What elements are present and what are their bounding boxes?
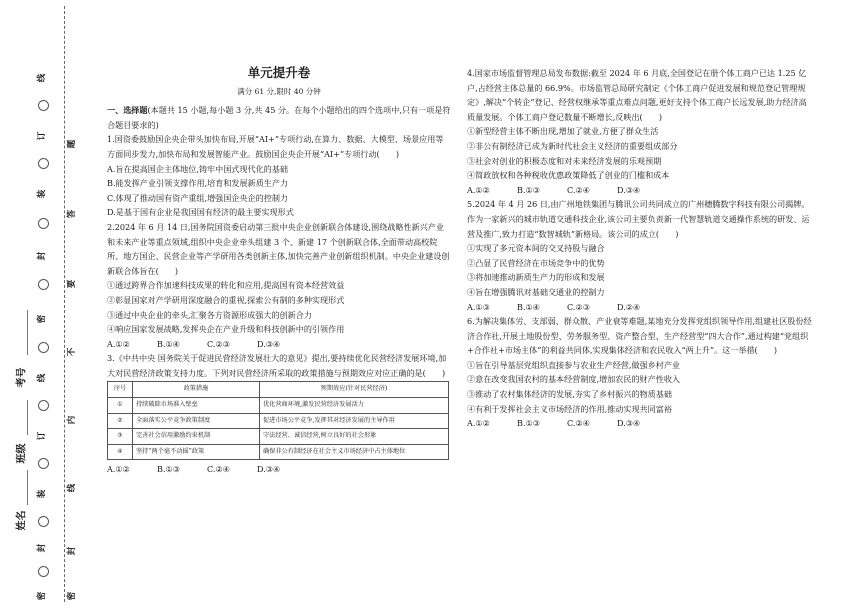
table-header: 预期效应(针对民营经济) <box>260 382 449 398</box>
no-answer-char: 内 <box>67 415 77 425</box>
section-header <box>107 103 451 132</box>
binding-margin <box>0 0 95 608</box>
no-answer-char: 答 <box>67 209 77 219</box>
table-cell: 守法经营、诚信经营,树立良好的社会形象 <box>260 429 449 445</box>
binding-hole-marker <box>38 218 49 229</box>
choice: B.①③ <box>157 464 181 475</box>
seal-char: 线 <box>37 373 47 383</box>
binding-dashed-line <box>64 6 65 602</box>
question-1-option: C.体现了推动国有资产重组,增强国企央企的控制力 <box>107 192 289 203</box>
score-time-info: 满分 61 分,限时 40 分钟 <box>237 86 321 96</box>
binding-hole-marker <box>38 458 49 469</box>
question-4-choices <box>467 183 813 198</box>
table-cell: ④ <box>108 444 133 460</box>
choice: C.②③ <box>207 338 230 349</box>
no-answer-char: 密 <box>67 591 77 601</box>
question-6-choices <box>467 416 813 431</box>
no-answer-char: 封 <box>67 546 77 556</box>
choice: B.①④ <box>517 301 541 312</box>
section-intro: (本题共 15 小题,每小题 3 分,共 45 分。在每个小题给出的四个选项中,只有一项是符合题目要求的) <box>107 105 451 130</box>
table-header: 政策措施 <box>133 382 260 398</box>
choice: D.③④ <box>257 464 281 475</box>
table-header: 序号 <box>108 382 133 398</box>
seal-char: 线 <box>37 73 47 83</box>
class-underline <box>27 400 28 435</box>
choice: C.②③ <box>567 301 590 312</box>
question-6-stem: 6.为解决集体労、支部弱、群众散、产业衰等难题,某地充分发挥党组织领导作用,组建社区股份经济合作社,开展土地股份型、劳务服务型、资产整合型、生产经营型“四大合作”,通过构建“党组织+合作社+市场主体”的利益共同体,实现集体经济和农民收入“两上升”。这一举措( ) <box>467 316 812 356</box>
seal-char: 封 <box>37 543 47 553</box>
question-5-item: ①实现了多元资本间的交叉持股与融合 <box>467 243 605 254</box>
question-2-item: ③通过中央企业的牵头,汇聚各方资源形成强大的创新合力 <box>107 309 312 320</box>
table-cell: 持续破除市场准入壁垒 <box>133 398 260 414</box>
question-6-item: ①旨在引导基层党组织直接参与农业生产经营,做强乡村产业 <box>467 359 681 370</box>
binding-hole-marker <box>38 279 49 290</box>
table-cell: 优化营商环境,激发民营经济发展活力 <box>260 398 449 414</box>
name-label: 姓名 <box>16 510 28 531</box>
table-cell: 确保非公有制经济在社会主义市场经济中占主体地位 <box>260 444 449 460</box>
question-2-item: ④响应国家发展战略,发挥央企在产业升级和科技创新中的引领作用 <box>107 324 345 335</box>
table-cell: ③ <box>108 429 133 445</box>
binding-hole-marker <box>38 400 49 411</box>
question-2-item: ①通过跨界合作加速科技成果的转化和应用,提高国有资本经营效益 <box>107 280 345 291</box>
question-1-stem: 1.国资委鼓励国企央企带头加快布局,开展“AI+”专项行动,在算力、数据、大模型、场景应用等方面同步发力,加快布局和发展智能产业。鼓励国企央企开展“AI+”专项行动( ) <box>107 134 444 159</box>
table-cell: 完善社会信用激励约束机制 <box>133 429 260 445</box>
table-cell: ① <box>108 398 133 414</box>
choice: C.②④ <box>567 418 590 429</box>
seal-char: 密 <box>37 314 47 324</box>
choice: A.①③ <box>467 301 490 312</box>
page-title: 单元提升卷 <box>247 65 311 80</box>
seal-char: 装 <box>37 489 47 499</box>
binding-hole-marker <box>38 342 49 353</box>
right-column <box>467 66 813 431</box>
question-2-choices <box>107 337 451 352</box>
choice: B.①③ <box>517 418 541 429</box>
question-4-stem: 4.国家市场监督管理总局发布数据:截至 2024 年 6 月底,全国登记在册个体工商户已达 1.25 亿户,占经营主体总量的 66.9%。市场监管总局研究制定《个体工商户促进发展和规范登记管理规定》,解决“个转企”登记、经营权继承等重点难点问题,更好支持个体工商户长远发展,助力经济高质量发展。个体工商户登记数量不断增长,反映出( ) <box>467 68 807 122</box>
table-cell: 促进市场公平竞争,发挥其对经济发展的主导作用 <box>260 413 449 429</box>
choice: A.①② <box>467 418 490 429</box>
binding-hole-marker <box>38 158 49 169</box>
question-1-option: B.能发挥产业引领支撑作用,培育和发展新质生产力 <box>107 178 289 189</box>
question-5-item: ③将加速推动新质生产力的形成和发展 <box>467 272 605 283</box>
policy-table <box>107 381 449 460</box>
choice: D.③④ <box>617 418 641 429</box>
binding-hole-marker <box>38 516 49 527</box>
no-answer-char: 要 <box>67 279 77 289</box>
choice: C.②④ <box>567 184 590 195</box>
binding-hole-marker <box>38 566 49 577</box>
choice: D.②④ <box>617 301 641 312</box>
table-cell: ② <box>108 413 133 429</box>
seal-char: 封 <box>37 251 47 261</box>
question-6-item: ③推动了农村集体经济的发展,夯实了乡村振兴的物质基础 <box>467 389 672 400</box>
question-3-stem: 3.《中共中央 国务院关于促进民营经济发展壮大的意见》提出,要持续优化民营经济发展环境,加大对民营经济政策支持力度。下列对民营经济所采取的政策措施与预期效应对应正确的是( ) <box>107 353 447 378</box>
question-5-choices <box>467 300 813 315</box>
table-row <box>108 429 449 445</box>
no-answer-char: 题 <box>67 139 77 149</box>
choice: C.②④ <box>207 464 230 475</box>
section-title: 一、选择题 <box>107 105 148 116</box>
choice: A.①② <box>467 184 490 195</box>
seal-char: 订 <box>37 431 47 441</box>
question-4-item: ④简政放权和各种税收优惠政策降低了创业的门槛和成本 <box>467 170 670 181</box>
question-5-item: ④旨在增强腾讯对基础交通业的控制力 <box>467 286 605 297</box>
table-cell: 全面落实公平竞争政策制度 <box>133 413 260 429</box>
choice: A.①② <box>107 464 130 475</box>
seal-char: 密 <box>37 591 47 601</box>
class-label: 班级 <box>16 443 28 464</box>
question-6-item: ②意在改变我国农村的基本经营制度,增加农民的财产性收入 <box>467 374 681 385</box>
choice: B.①③ <box>517 184 541 195</box>
choice: D.③④ <box>257 338 281 349</box>
choice: A.①② <box>107 338 130 349</box>
table-header-row <box>108 382 449 398</box>
table-cell: 坚持“两个毫不动摇”政策 <box>133 444 260 460</box>
question-1-option: D.是基于国有企业是我国国有经济的最主要实现形式 <box>107 207 294 218</box>
question-5-stem: 5.2024 年 4 月 26 日,由广州地铁集团与腾讯公司共同成立的广州穗腾数字科技有限公司揭牌。作为一家新兴的城市轨道交通科技企业,该公司主要负责新一代智慧轨道交通操作系统的研发、运营及推广,致力打造“数智城轨”新格局。该公司的成立( ) <box>467 199 810 239</box>
no-answer-char: 不 <box>67 347 77 357</box>
seal-char: 装 <box>37 189 47 199</box>
question-5-item: ②凸显了民营经济在市场竞争中的优势 <box>467 257 605 268</box>
question-1-option: A.旨在提高国企主体地位,铸牢中国式现代化的基础 <box>107 163 288 174</box>
table-row <box>108 398 449 414</box>
question-4-item: ①新型经营主体不断出现,增加了就业,方便了群众生活 <box>467 126 659 137</box>
left-column <box>107 66 451 477</box>
question-4-item: ③社会对创业的积极态度和对未来经济发展的乐观预期 <box>467 155 662 166</box>
question-6-item: ④有利于发挥社会主义市场经济的作用,推动实现共同富裕 <box>467 403 672 414</box>
table-row <box>108 444 449 460</box>
question-2-item: ②彰显国家对产学研用深度融合的重视,探索公有制的多种实现形式 <box>107 294 345 305</box>
exam-number-underline <box>27 310 28 355</box>
name-underline <box>27 470 28 505</box>
no-answer-char: 线 <box>67 483 77 493</box>
seal-char: 订 <box>37 131 47 141</box>
choice: D.③④ <box>617 184 641 195</box>
table-row <box>108 413 449 429</box>
question-4-item: ②非公有制经济已成为新时代社会主义经济的重要组成部分 <box>467 140 678 151</box>
question-3-choices <box>107 462 451 477</box>
binding-hole-marker <box>38 100 49 111</box>
question-2-stem: 2.2024 年 6 月 14 日,国务院国资委启动第三批中央企业创新联合体建设,围绕战略性新兴产业和未来产业等重点领域,组织中央企业牵头组建 3 个、新建 17 个创新联合体,全面带动高校院所、地方国企、民营企业等产学研用各类创新主体,加快完善产业创新组织机制。中央企业建设创新联合体旨在( ) <box>107 221 450 276</box>
choice: B.①④ <box>157 338 181 349</box>
exam-number-label: 考号 <box>16 367 28 388</box>
